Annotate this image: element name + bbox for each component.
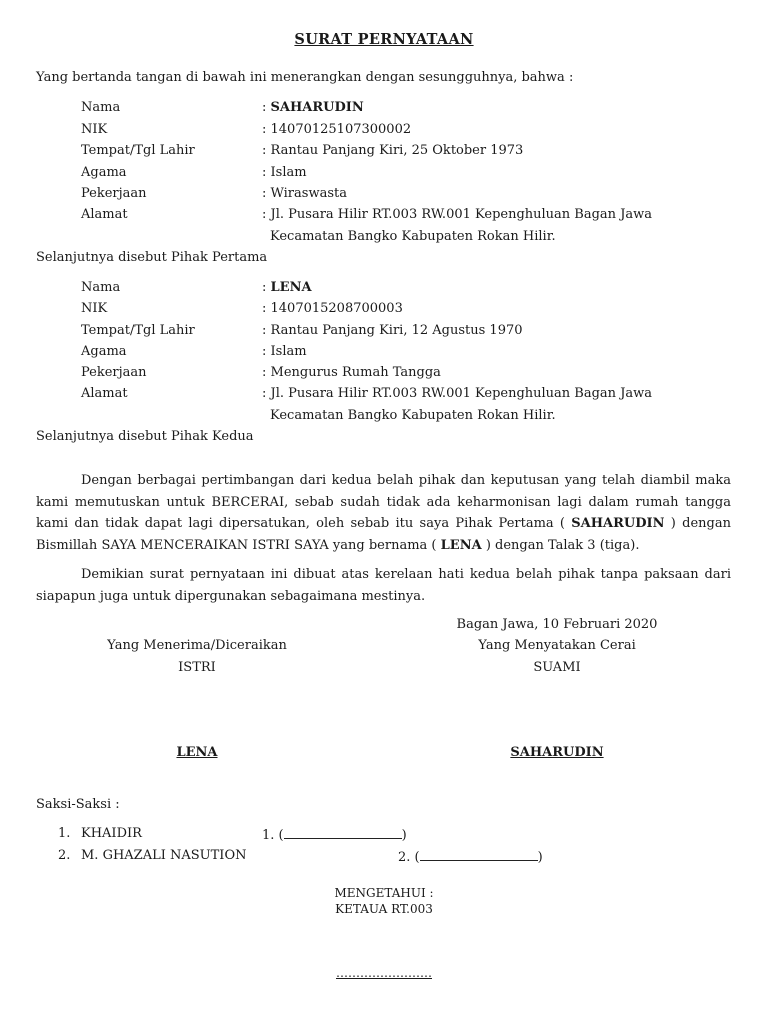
party2-ttl-label: Tempat/Tgl Lahir (81, 323, 195, 338)
party2-nik-label: NIK (81, 301, 108, 316)
party2-alamat-label: Alamat (81, 386, 128, 401)
witness-1-close: ) (401, 828, 407, 843)
party2-ttl-row: : Rantau Panjang Kiri, 12 Agustus 1970 (262, 323, 523, 338)
party1-alamat-2: Kecamatan Bangko Kabupaten Rokan Hilir. (270, 229, 556, 244)
party2-pekerjaan-row: : Mengurus Rumah Tangga (262, 365, 441, 380)
statement-paragraph (36, 470, 731, 556)
closing-paragraph: Demikian surat pernyataan ini dibuat atas kerelaan hati kedua belah pihak tanpa paksaan dari siapapun juga untuk dipergunakan sebagaimana mestinya. (36, 567, 731, 604)
witness-2-name: M. GHAZALI NASUTION (81, 848, 247, 863)
party2-pekerjaan-label: Pekerjaan (81, 365, 147, 380)
party1-nik-row: : 14070125107300002 (262, 122, 412, 137)
party2-ttl: Rantau Panjang Kiri, 12 Agustus 1970 (270, 323, 523, 338)
paragraph-text-a: Dengan berbagai pertimbangan dari kedua belah pihak dan keputusan yang telah diambil maka kami memutuskan untuk BERCERAI, sebab sudah tidak ada keharmonisan lagi dalam rumah tangga kami dan tidak dapat lagi dipersatukan, oleh sebab itu saya Pihak Pertama ( (36, 473, 731, 531)
party1-agama-label: Agama (81, 165, 127, 180)
witness-2-sign-number: 2. ( (398, 850, 420, 865)
right-signer-name: SAHARUDIN (510, 745, 604, 760)
acknowledged-title: KETAUA RT.003 (335, 902, 433, 916)
party2-nik-row: : 1407015208700003 (262, 301, 403, 316)
witness-1-blank (284, 826, 402, 839)
paragraph-name-husband: SAHARUDIN (571, 516, 665, 531)
party2-alamat-2: Kecamatan Bangko Kabupaten Rokan Hilir. (270, 408, 556, 423)
party1-ttl: Rantau Panjang Kiri, 25 Oktober 1973 (270, 143, 524, 158)
witness-1-signature-line (262, 826, 407, 843)
witness-2-close: ) (537, 850, 543, 865)
party1-agama: Islam (270, 165, 307, 180)
acknowledged-label: MENGETAHUI : (334, 886, 434, 900)
party1-pekerjaan-row: : Wiraswasta (262, 186, 347, 201)
party2-agama-label: Agama (81, 344, 127, 359)
party1-nik-label: NIK (81, 122, 108, 137)
party1-agama-row: : Islam (262, 165, 307, 180)
party1-alamat-1: Jl. Pusara Hilir RT.003 RW.001 Kepenghuluan Bagan Jawa (270, 207, 653, 222)
left-signer-title: ISTRI (178, 660, 216, 675)
place-date: Bagan Jawa, 10 Februari 2020 (456, 617, 658, 632)
party2-agama: Islam (270, 344, 307, 359)
witness-1-sign-number: 1. ( (262, 828, 284, 843)
witness-1-number: 1. (58, 826, 71, 841)
party1-designation: Selanjutnya disebut Pihak Pertama (36, 250, 268, 265)
witnesses-heading: Saksi-Saksi : (36, 797, 120, 812)
party1-pekerjaan: Wiraswasta (270, 186, 347, 201)
witness-2-number: 2. (58, 848, 71, 863)
paragraph-text-c: ) dengan Talak 3 (tiga). (485, 537, 640, 553)
party2-pekerjaan: Mengurus Rumah Tangga (270, 365, 441, 380)
party1-nik: 14070125107300002 (270, 122, 412, 137)
party1-name-row: : SAHARUDIN (262, 100, 364, 115)
party1-alamat-label: Alamat (81, 207, 128, 222)
party2-name: LENA (270, 280, 312, 295)
page-title: SURAT PERNYATAAN (294, 31, 474, 48)
left-signer-role: Yang Menerima/Diceraikan (107, 638, 287, 653)
left-signer-name: LENA (176, 745, 218, 760)
party2-alamat-1: Jl. Pusara Hilir RT.003 RW.001 Kepenghuluan Bagan Jawa (270, 386, 653, 401)
witness-1-name: KHAIDIR (81, 826, 142, 841)
party2-agama-row: : Islam (262, 344, 307, 359)
party1-name: SAHARUDIN (270, 100, 364, 115)
party1-alamat-row: : Jl. Pusara Hilir RT.003 RW.001 Kepenghuluan Bagan Jawa (262, 207, 653, 222)
party2-alamat-row: : Jl. Pusara Hilir RT.003 RW.001 Kepenghuluan Bagan Jawa (262, 386, 653, 401)
party1-name-label: Nama (81, 100, 121, 115)
party2-name-label: Nama (81, 280, 121, 295)
witness-2-signature-line (398, 848, 543, 865)
party1-ttl-row: : Rantau Panjang Kiri, 25 Oktober 1973 (262, 143, 524, 158)
intro-text: Yang bertanda tangan di bawah ini menerangkan dengan sesungguhnya, bahwa : (36, 70, 574, 85)
right-signer-title: SUAMI (533, 660, 581, 675)
witness-2-blank (420, 848, 538, 861)
acknowledged-signature-dots: …………………… (336, 966, 432, 980)
party2-nik: 1407015208700003 (270, 301, 403, 316)
right-signer-role: Yang Menyatakan Cerai (478, 638, 636, 653)
party1-ttl-label: Tempat/Tgl Lahir (81, 143, 195, 158)
party1-pekerjaan-label: Pekerjaan (81, 186, 147, 201)
paragraph-name-wife: LENA (440, 537, 482, 553)
party2-designation: Selanjutnya disebut Pihak Kedua (36, 429, 254, 444)
paragraph-text-b: ) dengan Bismillah SAYA MENCERAIKAN ISTRI SAYA yang bernama ( (36, 516, 731, 553)
party2-name-row: : LENA (262, 280, 312, 295)
